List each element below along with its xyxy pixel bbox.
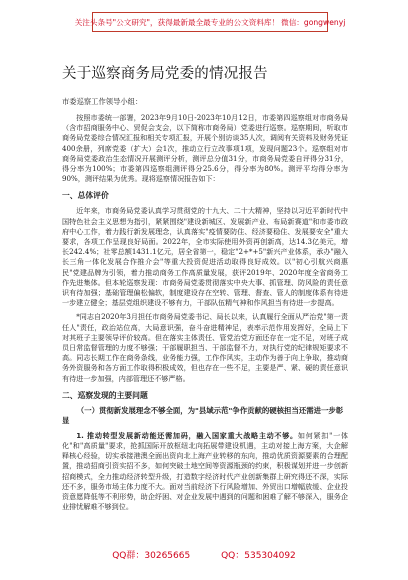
section1-paragraph-1: 近年来，市商务局党委认真学习贯彻党的十九大、二十大精神，坚持以习近平新时代中国特色社会主义思想为指引，紧紧围绕"建设新城区、发展新产业、布局新赛道"和市委市政府中心工作，着力践行新发展理念，认真落实"疫情要防住、经济要稳住、发展要安全"重大要求，各项工作呈现良好局面。2022年，全市实际使用外资再创新高，达14.3亿美元，增长242.4%；社零总额1431.1亿元，居全省第一，稳定"2+*+5"新兴产业体系，承办"融入长三角一体化发展合作推介会"等重大投资促进活动取得良好成效。以"初心引航兴商惠民"党建品牌为引领，着力推动商务工作高质量发展，获评2019年、2020年度全省商务工作先进集体。但本轮巡察发现：市商务局党委贯彻落实中央大事、抓管理、防风险的责任意识有待加强；基础管理偏松偏软，制度建设存在空转、管理、督查、管人的制度体系有待进一步建立健全；基层党组织建设不够有力，干部队伍精气神和作风担当有待进一步提高。 [62, 206, 348, 308]
intro-paragraph: 按照市委统一部署，2023年9月10日-2023年10月12日，市委第四巡察组对市商务局（含市招商服务中心、贸促会支会，以下简称市商务局）党委进行巡察。巡察期间，听取市商务局党委综合情况汇报和相关专项汇报，开展个别访谈35人次，调阅有关资料及财务凭证400余册，列席党委（扩大）会1次，推动立行立改事项1项，发现问题23个。巡察组对市商务局党委政治生态情况开展测评分析，测评总分值31分，市商务局党委自评得分31分，得分率为100%；市委第四巡察组测评得分25.6分，得分率为80%。测评平均得分率为90%，测评结果为优秀。现将巡察情况报告如下： [62, 113, 348, 184]
footer-qq-group: QQ群：30265665 [112, 551, 191, 561]
section2-paragraph-1 [62, 431, 348, 513]
footer [0, 548, 408, 561]
section-heading-1: 一、总体评价 [62, 191, 109, 201]
document-title: 关于巡察商务局党委的情况报告 [62, 66, 268, 82]
banner-text: 关注头条号"公文研究"，获得最新最全最专业的公文资料库！ [74, 17, 280, 27]
promo-banner [74, 12, 346, 32]
banner-wechat: 微信：gongwenyj [281, 17, 346, 27]
footer-qq: QQ：535304092 [221, 551, 296, 561]
section-heading-2: 二、巡察发现的主要问题 [62, 390, 148, 400]
addressee: 市委巡察工作领导小组： [62, 97, 143, 106]
document-page [62, 62, 348, 517]
subsection-heading-1: （一）贯彻新发展理念不够全面，为"县域示范"争作贡献的硬核担当还需进一步彰显 [62, 405, 344, 426]
paragraph-lead: 1. 推动转型发展新动能还需加码，融入国家重大战略主动不够。 [76, 430, 298, 440]
paragraph-body: 如何紧扣"一体化"和"高质量"要求，抢抓国际开放枢纽北向拓展带建设机遇，主动对接上海方案，大企解释核心经验，切实承接港澳全面出资向北上海产业转移的东向，推动优质资源要素的合理配置，推动招商引资实招不多，如何突破土地空间等资源瓶颈的约束，积极谋划并进一步创新招商模式，全力推动经济转型升级，打造数字经济时代产业创新集群上研究得还不深，实际还不多，服务市场主体力度不大。面对当前经济下行风险增加、外贸出口增幅放缓、企业投资意愿降低等不利形势，助企纾困、对企业发展中遇到的问题和困难了解不够深入，服务企业排忧解难不够到位。 [62, 430, 348, 512]
section1-paragraph-2: *同志自2020年3月担任市商务局党委书记、局长以来，认真履行全面从严治党"第一责任人"责任，政治站位高，大局意识强，奋斗奋进精神足，表率示范作用发挥好，全局上下对其班子主要领导评价较高。但在落实主体责任、管党治党方面还存在一定不足，对班子成员日常监督管理的力度不够强；干部履职担当、干部监督不力，对执行党的纪律规矩要求不高。同志长期工作在商务条线，业务能力强，工作作风实，主动作为善于向上争取，推动商务外资服务和各方面工作取得积极成效，但也存在一些不足，主要是严、紧、硬的责任意识有待进一步加强，内部管理还不够严格。 [62, 312, 348, 383]
